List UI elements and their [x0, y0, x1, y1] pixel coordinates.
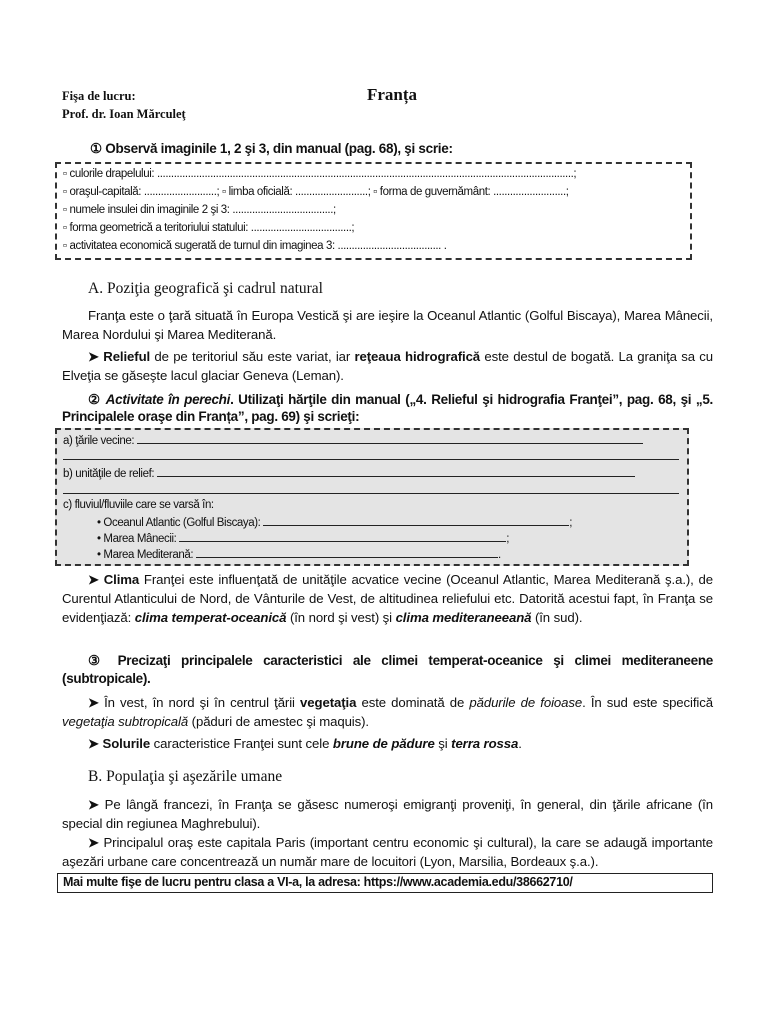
soils-paragraph — [62, 734, 713, 753]
task1-line[interactable]: ▫ oraşul-capitală: ..........................; ▫ limba oficială: ..........................; ▫ forma de guvernământ: ..........................; — [63, 186, 569, 198]
climate-mediterranean: clima mediteraneeană — [395, 610, 532, 625]
population-paragraph — [62, 795, 713, 833]
c-item-atlantic: • Oceanul Atlantic (Golful Biscaya): ; — [97, 517, 573, 529]
task1-line[interactable]: ▫ culorile drapelului: .....................................................................................................................................................; — [63, 168, 577, 180]
vegetation-text: În vest, în nord şi în centrul ţării — [104, 695, 301, 710]
vegetation-term: vegetaţia — [300, 695, 357, 710]
c-item-text: • Marea Mediterană: — [97, 549, 194, 561]
arrow-icon: ➤ — [88, 695, 99, 710]
climate-oceanic: clima temperat-oceanică — [134, 610, 287, 625]
arrow-icon: ➤ — [88, 572, 99, 587]
climate-text-2: (în nord şi vest) şi — [286, 610, 396, 625]
climate-text: Franţei este influenţată de unităţile acvatice vecine (Oceanul Atlantic, Marea Mediterană ş.a.), de Curentul Atlanticului de Nord, de Vânturile de Vest, de altitudinea reliefului etc. Datorită acestui fapt, în Franţa se evidenţiază: — [62, 572, 713, 625]
population-text: Pe lângă francezi, în Franţa se găsesc numeroşi emigranţi proveniţi, în general, din ţările africane (în special din regiunea Maghrebului). — [62, 797, 713, 831]
task2-c-label: c) fluviul/fluviile care se varsă în: — [63, 499, 214, 511]
section-a-paragraph: Franţa este o ţară situată în Europa Vestică şi are ieşire la Oceanul Atlantic (Golful Biscaya), Marea Mânecii, Marea Nordului şi Marea Mediterană. — [62, 308, 713, 342]
answer-line[interactable] — [196, 547, 498, 558]
soils-text-3: . — [518, 736, 522, 751]
climate-text-3: (în sud). — [531, 610, 583, 625]
climate-term: Clima — [103, 572, 140, 587]
cities-text: Principalul oraş este capitala Paris (important centru economic şi cultural), la care se adaugă importante aşezări urbane care concentrează un număr mare de locuitori (Lyon, Marsilia, Bordeaux ş.a.). — [62, 835, 713, 869]
c-item-mediterana: • Marea Mediterană: . — [97, 549, 501, 561]
c-item-manche: • Marea Mânecii: ; — [97, 533, 510, 545]
section-b-heading: B. Populaţia şi aşezările umane — [88, 768, 283, 785]
vegetation-text-3: . În sud este specifică — [582, 695, 713, 710]
soils-term: Solurile — [102, 736, 151, 751]
task2-rest: . Utilizaţi hărţile din manual („4. Relieful şi hidrografia Franţei”, pag. 68, şi „5. Principalele oraşe din Franța”, pag. 69) şi scrieţi: — [62, 392, 713, 424]
answer-line[interactable] — [157, 466, 635, 477]
vegetation-paragraph — [62, 693, 713, 731]
task2-italic: Activitate în perechi — [105, 392, 231, 407]
answer-line[interactable] — [63, 493, 679, 494]
soils-italic-2: terra rossa — [451, 736, 519, 751]
task2-number: ② — [88, 392, 102, 407]
arrow-icon: ➤ — [88, 736, 99, 751]
task2-b-text: b) unităţile de relief: — [63, 468, 155, 480]
worksheet-label: Fişa de lucru: — [62, 89, 136, 103]
answer-line[interactable] — [263, 515, 569, 526]
relief-term: Relieful — [103, 349, 151, 364]
answer-line[interactable] — [137, 433, 643, 444]
soils-italic: brune de pădure — [332, 736, 435, 751]
arrow-icon: ➤ — [88, 349, 99, 364]
author-name: Prof. dr. Ioan Mărculeţ — [62, 107, 186, 121]
vegetation-text-2: este dominată de — [356, 695, 470, 710]
task1-line[interactable]: ▫ numele insulei din imaginile 2 şi 3: ....................................; — [63, 204, 336, 216]
hydro-term: reţeaua hidrografică — [354, 349, 481, 364]
footer-link-box[interactable]: Mai multe fişe de lucru pentru clasa a VI-a, la adresa: https://www.academia.edu/38662710/ — [57, 873, 713, 893]
soils-text: caracteristice Franţei sunt cele — [150, 736, 333, 751]
climate-paragraph — [62, 570, 713, 627]
relief-text: de pe teritoriul său este variat, iar — [150, 349, 355, 364]
answer-line[interactable] — [63, 459, 679, 460]
arrow-icon: ➤ — [88, 835, 99, 850]
c-item-text: • Oceanul Atlantic (Golful Biscaya): — [97, 517, 261, 529]
soils-text-2: şi — [434, 736, 452, 751]
task1-line[interactable]: ▫ forma geometrică a teritoriului statului: ....................................; — [63, 222, 355, 234]
answer-line[interactable] — [179, 531, 506, 542]
task2-a-text: a) ţările vecine: — [63, 435, 135, 447]
task2-box — [55, 428, 689, 566]
task1-box — [55, 162, 692, 260]
task2-prompt — [62, 391, 713, 425]
task1-line[interactable]: ▫ activitatea economică sugerată de turnul din imaginea 3: ..................................... . — [63, 240, 447, 252]
task2-a-label — [63, 433, 643, 447]
c-item-text: • Marea Mânecii: — [97, 533, 177, 545]
cities-paragraph — [62, 833, 713, 871]
relief-paragraph — [62, 347, 713, 385]
vegetation-italic: pădurile de foioase — [469, 695, 583, 710]
task2-b-label — [63, 466, 635, 480]
task3-prompt: ③ Precizaţi principalele caracteristici ale climei temperat-oceanice şi climei mediteraneene (subtropicale). — [62, 653, 713, 686]
vegetation-italic-2: vegetaţia subtropicală — [62, 714, 189, 729]
vegetation-text-4: (păduri de amestec şi maquis). — [188, 714, 369, 729]
section-a-heading: A. Poziţia geografică şi cadrul natural — [88, 280, 323, 297]
page-title: Franța — [367, 85, 418, 104]
task1-prompt: ① Observă imaginile 1, 2 şi 3, din manual (pag. 68), şi scrie: — [90, 141, 453, 156]
arrow-icon: ➤ — [88, 797, 99, 812]
relief-text-2: este destul de bogată. La graniţa sa cu Elveţia se găseşte lacul glaciar Geneva (Leman). — [62, 349, 713, 383]
